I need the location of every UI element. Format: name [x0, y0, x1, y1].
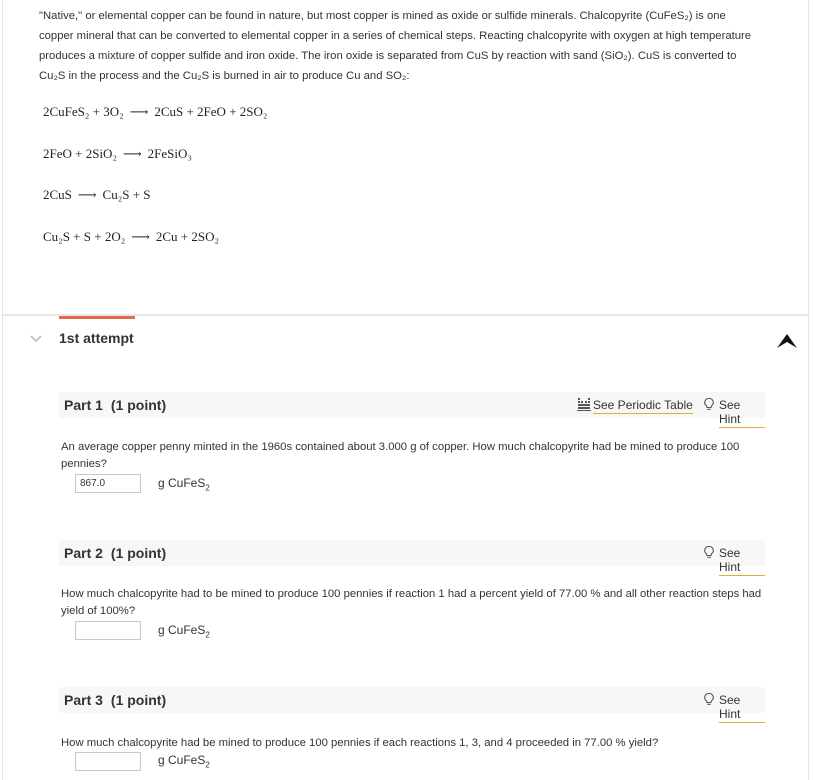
chevron-down-icon[interactable]: [29, 332, 43, 346]
see-hint-link[interactable]: See Hint: [719, 546, 765, 576]
part-points: (1 point): [110, 397, 167, 413]
unit-subscript: 2: [205, 630, 210, 640]
equation-lhs: 2FeO + 2SiO₂: [43, 146, 117, 161]
equation-2: [43, 146, 192, 162]
part-title-text: Part 2: [64, 545, 103, 561]
part-2-unit: [158, 623, 210, 639]
attempt-title[interactable]: 1st attempt: [59, 330, 134, 346]
equation-rhs: 2CuS + 2FeO + 2SO₂: [154, 104, 268, 119]
part-3-title: [64, 692, 166, 708]
equation-rhs: Cu₂S + S: [102, 187, 151, 202]
part-2-question: How much chalcopyrite had to be mined to produce 100 pennies if reaction 1 had a percent yield of 77.00 % and all other reaction steps had yield of 100%?: [61, 588, 762, 617]
periodic-table-icon[interactable]: [577, 397, 591, 411]
part-title-text: Part 3: [64, 692, 103, 708]
part-points: (1 point): [110, 545, 167, 561]
unit-text: g CuFeS: [158, 753, 206, 767]
unit-subscript: 2: [205, 760, 210, 770]
problem-intro-text: "Native," or elemental copper can be found in nature, but most copper is mined as oxide or sulfide minerals. Chalcopyrite (CuFeS₂) is one copper mineral that can be converted to elemental copper in a series of chemical steps. Reacting chalcopyrite with oxygen at high temperature produces a mixture of copper sulfide and iron oxide. The iron oxide is separated from CuS by reaction with sand (SiO₂). CuS is converted to Cu₂S in the process and the Cu₂S is burned in air to produce Cu and SO₂:: [39, 10, 752, 82]
unit-text: g CuFeS: [158, 623, 206, 637]
equation-rhs: 2FeSiO₃: [147, 146, 192, 161]
equation-rhs: 2Cu + 2SO₂: [155, 229, 220, 244]
part-1-header: [59, 392, 765, 426]
part-3-answer-input[interactable]: [75, 752, 141, 771]
part-1-question: An average copper penny minted in the 1960s contained about 3.000 g of copper. How much chalcopyrite had be mined to produce 100 pennies?: [61, 441, 740, 470]
pin-icon[interactable]: [775, 330, 799, 352]
equation-1: [43, 104, 267, 120]
reaction-arrow: ⟶: [122, 146, 142, 161]
see-hint-link[interactable]: See Hint: [719, 693, 765, 723]
attempt-active-indicator: [59, 316, 135, 319]
equation-lhs: Cu₂S + S + 2O₂: [43, 229, 126, 244]
lightbulb-icon[interactable]: [702, 545, 716, 559]
part-3-question: How much chalcopyrite had be mined to produce 100 pennies if each reactions 1, 3, and 4 proceeded in 77.00 % yield?: [61, 737, 659, 749]
unit-text: g CuFeS: [158, 476, 206, 490]
part-1-answer-input[interactable]: [75, 474, 141, 493]
reaction-arrow: ⟶: [129, 104, 149, 119]
unit-subscript: 2: [205, 483, 210, 493]
see-periodic-table-link[interactable]: See Periodic Table: [593, 398, 693, 412]
reaction-arrow: ⟶: [77, 187, 97, 202]
part-3-header: [59, 687, 765, 721]
part-title-text: Part 1: [64, 397, 103, 413]
see-hint-link[interactable]: See Hint: [719, 398, 765, 428]
part-2-answer-input[interactable]: [75, 621, 141, 640]
part-3-unit: [158, 753, 210, 769]
lightbulb-icon[interactable]: [702, 692, 716, 706]
equation-lhs: 2CuS: [43, 187, 72, 202]
lightbulb-icon[interactable]: [702, 397, 716, 411]
part-1-unit: [158, 476, 210, 492]
part-2-title: [64, 545, 166, 561]
equation-4: [43, 229, 219, 245]
reaction-arrow: ⟶: [131, 229, 150, 244]
part-1-title: [64, 397, 166, 413]
equation-3: [43, 187, 151, 203]
equation-lhs: 2CuFeS₂ + 3O₂: [43, 104, 124, 119]
part-2-header: [59, 540, 765, 574]
part-points: (1 point): [110, 692, 167, 708]
